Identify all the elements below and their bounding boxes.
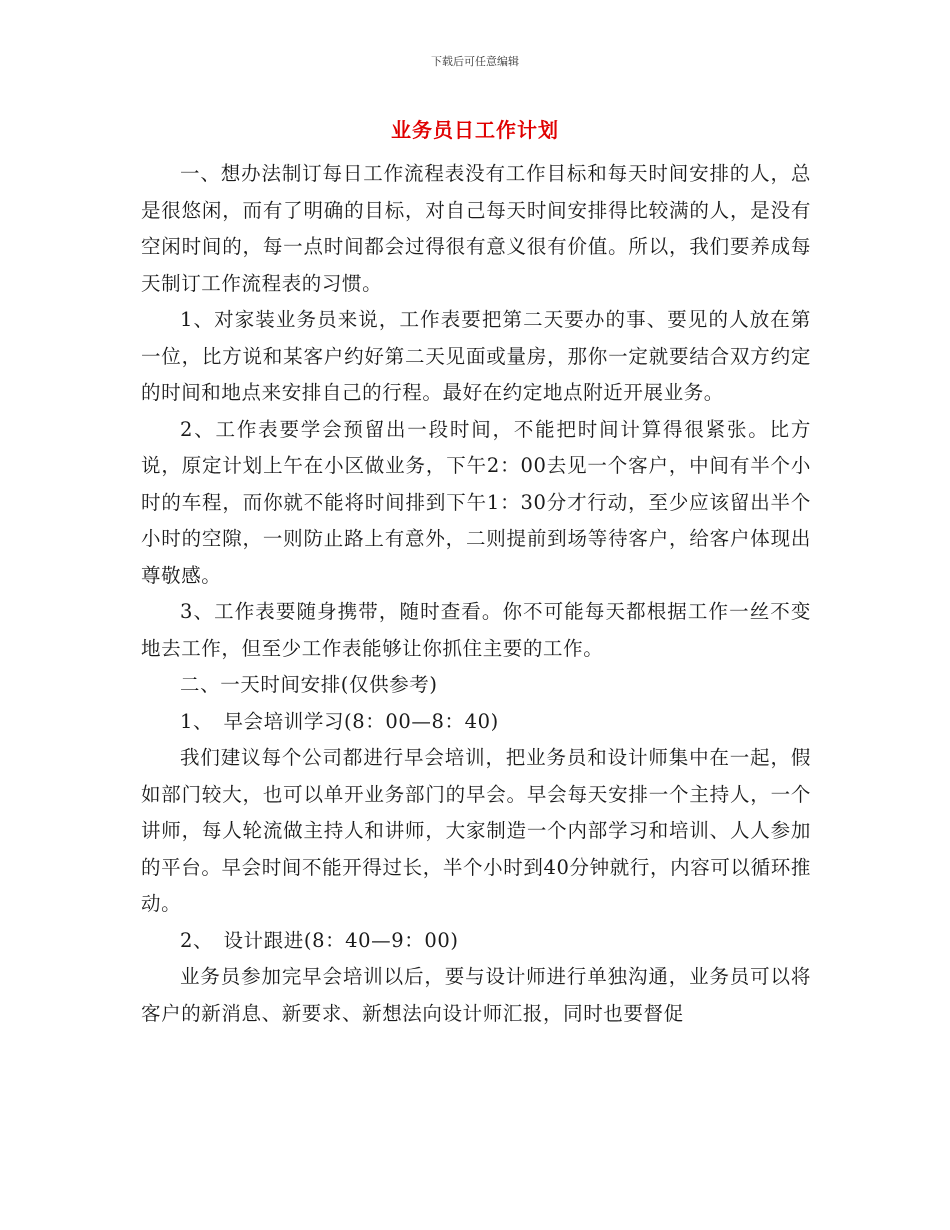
paragraph-section-2: 二、一天时间安排(仅供参考) [180,673,438,696]
document-body [141,156,811,1032]
paragraph-schedule-2-heading: 2、 设计跟进(8：40—9：00) [180,928,459,952]
paragraph-schedule-1-body: 我们建议每个公司都进行早会培训，把业务员和设计师集中在一起，假如部门较大，也可以单开业务部门的早会。早会每天安排一个主持人，一个讲师，每人轮流做主持人和讲师，大家制造一个内部学习和培训、人人参加的平台。早会时间不能开得过长，半个小时到40分钟就行，内容可以循环推动。 [141,746,811,915]
paragraph-schedule-2-body: 业务员参加完早会培训以后，要与设计师进行单独沟通，业务员可以将客户的新消息、新要求、新想法向设计师汇报，同时也要督促 [141,965,811,1025]
paragraph-item-1: 1、对家装业务员来说，工作表要把第二天要办的事、要见的人放在第一位，比方说和某客户约好第二天见面或量房，那你一定就要结合双方约定的时间和地点来安排自己的行程。最好在约定地点附近开展业务。 [141,308,811,404]
paragraph-schedule-1-heading: 1、 早会培训学习(8：00—8：40) [180,709,499,733]
paragraph-section-1: 一、想办法制订每日工作流程表没有工作目标和每天时间安排的人，总是很悠闲，而有了明确的目标，对自己每天时间安排得比较满的人，是没有空闲时间的，每一点时间都会过得很有意义很有价值。所以，我们要养成每天制订工作流程表的习惯。 [141,162,811,295]
document-title: 业务员日工作计划 [391,118,559,142]
paragraph-item-3: 3、工作表要随身携带，随时查看。你不可能每天都根据工作一丝不变地去工作，但至少工作表能够让你抓住主要的工作。 [141,600,811,660]
paragraph-item-2: 2、工作表要学会预留出一段时间，不能把时间计算得很紧张。比方说，原定计划上午在小区做业务，下午2：00去见一个客户，中间有半个小时的车程，而你就不能将时间排到下午1：30分才行动，至少应该留出半个小时的空隙，一则防止路上有意外，二则提前到场等待客户，给客户体现出尊敬感。 [141,417,811,587]
header-note: 下载后可任意编辑 [431,55,519,68]
